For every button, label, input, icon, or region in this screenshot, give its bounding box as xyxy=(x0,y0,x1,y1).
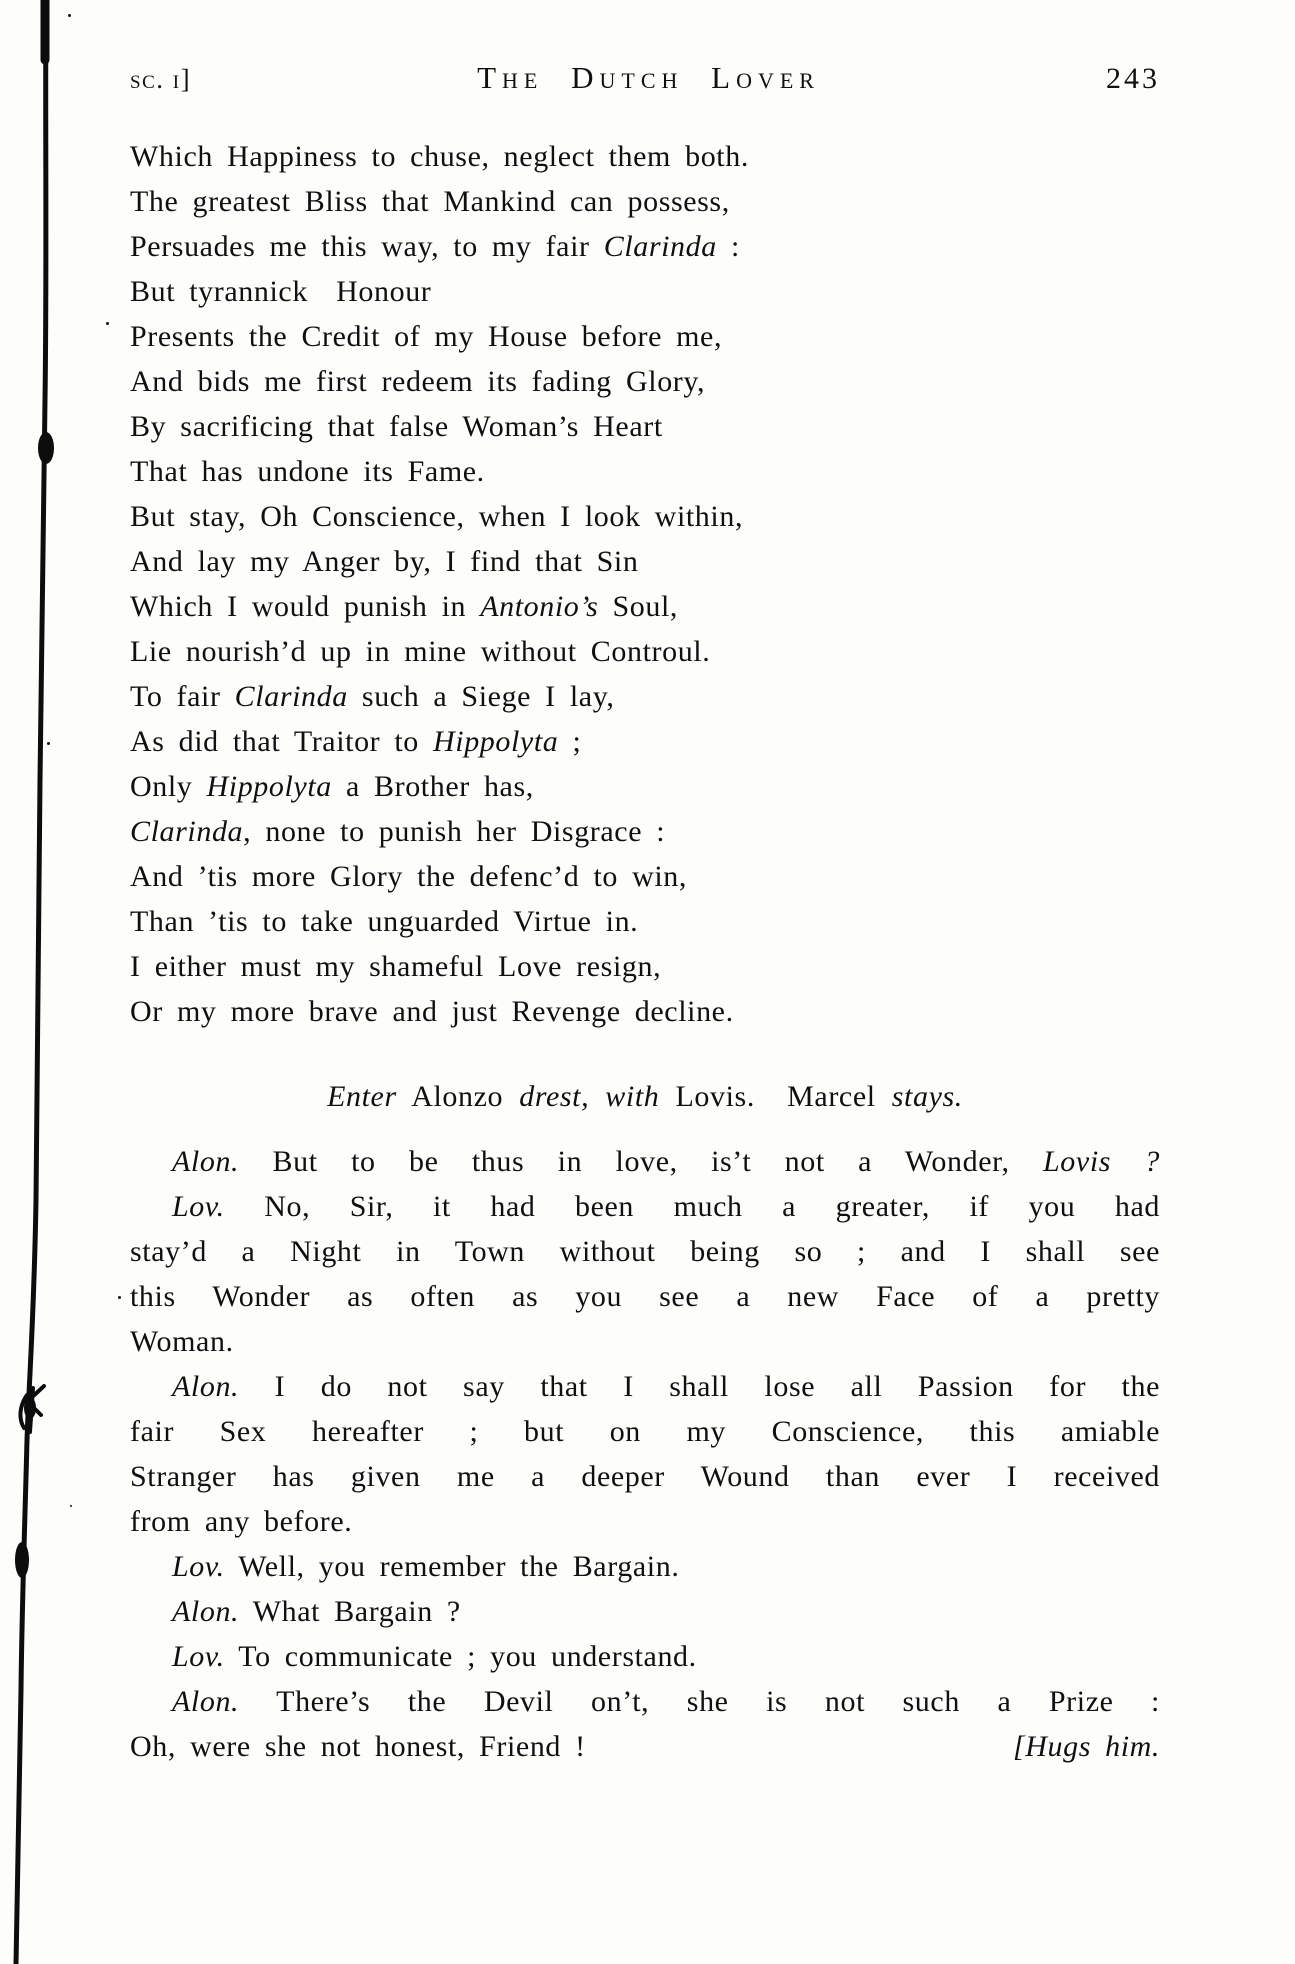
italic-text: [Hugs him. xyxy=(1012,1730,1160,1763)
prose-line xyxy=(130,1229,1160,1274)
italic-text: Lovis ? xyxy=(1043,1145,1161,1178)
text: No, Sir, it had been much a greater, if you had xyxy=(224,1190,1160,1223)
text: Soul, xyxy=(598,590,679,623)
verse-line xyxy=(130,134,1160,179)
text: As did that Traitor to xyxy=(130,725,433,758)
text: Well, you remember the Bargain. xyxy=(224,1550,680,1583)
text: To fair xyxy=(130,680,235,713)
scene-label: sc. i] xyxy=(130,64,192,94)
page-number: 243 xyxy=(1106,62,1160,95)
prose-line xyxy=(130,1364,1160,1409)
verse-line xyxy=(130,809,1160,854)
text: Persuades me this way, to my fair xyxy=(130,230,604,263)
prose-line xyxy=(130,1589,1160,1634)
text: And lay my Anger by, I find that Sin xyxy=(130,545,639,578)
italic-text: Lov. xyxy=(172,1190,225,1223)
italic-text: Clarinda xyxy=(603,230,717,263)
stage-direction xyxy=(130,1074,1160,1119)
text: Woman. xyxy=(130,1325,234,1358)
scan-speck xyxy=(47,742,50,745)
verse-line xyxy=(130,629,1160,674)
text: Oh, were she not honest, Friend ! xyxy=(130,1730,586,1763)
prose-line xyxy=(130,1409,1160,1454)
italic-text: Enter xyxy=(327,1080,397,1113)
verse-line xyxy=(130,674,1160,719)
verse-line xyxy=(130,314,1160,359)
verse-line xyxy=(130,404,1160,449)
text: And ’tis more Glory the defenc’d to win, xyxy=(130,860,688,893)
text: Lovis. Marcel xyxy=(659,1080,892,1113)
text: Stranger has given me a deeper Wound than ever I received xyxy=(130,1460,1160,1493)
italic-text: Alon. xyxy=(172,1145,240,1178)
italic-text: Alon. xyxy=(172,1595,240,1628)
prose-line xyxy=(130,1544,1160,1589)
scan-speck xyxy=(106,322,109,325)
text: ; xyxy=(558,725,582,758)
scan-speck xyxy=(68,14,71,17)
text: Which Happiness to chuse, neglect them both. xyxy=(130,140,749,173)
scan-edge-artifact xyxy=(0,0,140,1964)
text: I either must my shameful Love resign, xyxy=(130,950,662,983)
text: But stay, Oh Conscience, when I look within, xyxy=(130,500,744,533)
italic-text: Hippolyta xyxy=(433,725,559,758)
prose-line xyxy=(130,1184,1160,1229)
italic-text: Alon. xyxy=(172,1370,240,1403)
text: Lie nourish’d up in mine without Controul. xyxy=(130,635,711,668)
verse-line xyxy=(130,989,1160,1034)
text: , none to punish her Disgrace : xyxy=(243,815,666,848)
verse-line xyxy=(130,224,1160,269)
italic-text: Clarinda xyxy=(130,815,244,848)
text: Only xyxy=(130,770,207,803)
italic-text: stays. xyxy=(891,1080,963,1113)
verse-line xyxy=(130,719,1160,764)
running-header xyxy=(130,60,1160,96)
text: Alonzo xyxy=(396,1080,520,1113)
prose-line xyxy=(130,1139,1160,1184)
text: That has undone its Fame. xyxy=(130,455,485,488)
text: fair Sex hereafter ; but on my Conscience, this amiable xyxy=(130,1415,1160,1448)
text: a Brother has, xyxy=(331,770,534,803)
verse-line xyxy=(130,764,1160,809)
prose-line xyxy=(130,1319,1160,1364)
dialogue-text xyxy=(130,1724,586,1769)
prose-line xyxy=(130,1499,1160,1544)
prose-line xyxy=(130,1274,1160,1319)
text: What Bargain ? xyxy=(239,1595,461,1628)
text: Which I would punish in xyxy=(130,590,481,623)
text: To communicate ; you understand. xyxy=(224,1640,697,1673)
italic-text: Alon. xyxy=(172,1685,240,1718)
text: Presents the Credit of my House before me, xyxy=(130,320,723,353)
verse-line xyxy=(130,539,1160,584)
verse-line xyxy=(130,359,1160,404)
text: this Wonder as often as you see a new Face of a pretty xyxy=(130,1280,1160,1313)
text: from any before. xyxy=(130,1505,353,1538)
verse-line xyxy=(130,269,1160,314)
prose-line xyxy=(130,1634,1160,1679)
verse-line xyxy=(130,584,1160,629)
running-title: The Dutch Lover xyxy=(477,60,820,95)
text: stay’d a Night in Town without being so ; and I shall see xyxy=(130,1235,1160,1268)
text: I do not say that I shall lose all Passion for the xyxy=(239,1370,1160,1403)
italic-text: drest, with xyxy=(519,1080,660,1113)
scan-speck xyxy=(70,1505,72,1507)
stage-direction-line xyxy=(130,1074,1160,1119)
prose-line xyxy=(130,1724,1160,1769)
text-block xyxy=(130,60,1160,1769)
prose-line xyxy=(130,1454,1160,1499)
text: By sacrificing that false Woman’s Heart xyxy=(130,410,663,443)
scan-speck xyxy=(118,1296,121,1299)
text: There’s the Devil on’t, she is not such a Prize : xyxy=(239,1685,1160,1718)
verse-block xyxy=(130,134,1160,1034)
prose-line xyxy=(130,1679,1160,1724)
text: Or my more brave and just Revenge decline. xyxy=(130,995,734,1028)
italic-text: Hippolyta xyxy=(206,770,332,803)
verse-line xyxy=(130,494,1160,539)
text: But to be thus in love, is’t not a Wonder, xyxy=(239,1145,1044,1178)
text: The greatest Bliss that Mankind can possess, xyxy=(130,185,730,218)
stage-note xyxy=(1013,1724,1160,1769)
italic-text: Antonio’s xyxy=(480,590,599,623)
text: such a Siege I lay, xyxy=(347,680,615,713)
text: Than ’tis to take unguarded Virtue in. xyxy=(130,905,639,938)
text: : xyxy=(716,230,740,263)
prose-block xyxy=(130,1139,1160,1769)
verse-line xyxy=(130,899,1160,944)
verse-line xyxy=(130,449,1160,494)
text: And bids me first redeem its fading Glory, xyxy=(130,365,706,398)
italic-text: Lov. xyxy=(172,1550,225,1583)
italic-text: Lov. xyxy=(172,1640,225,1673)
verse-line xyxy=(130,179,1160,224)
italic-text: Clarinda xyxy=(234,680,348,713)
verse-line xyxy=(130,944,1160,989)
verse-line xyxy=(130,854,1160,899)
text: But tyrannick Honour xyxy=(130,275,432,308)
